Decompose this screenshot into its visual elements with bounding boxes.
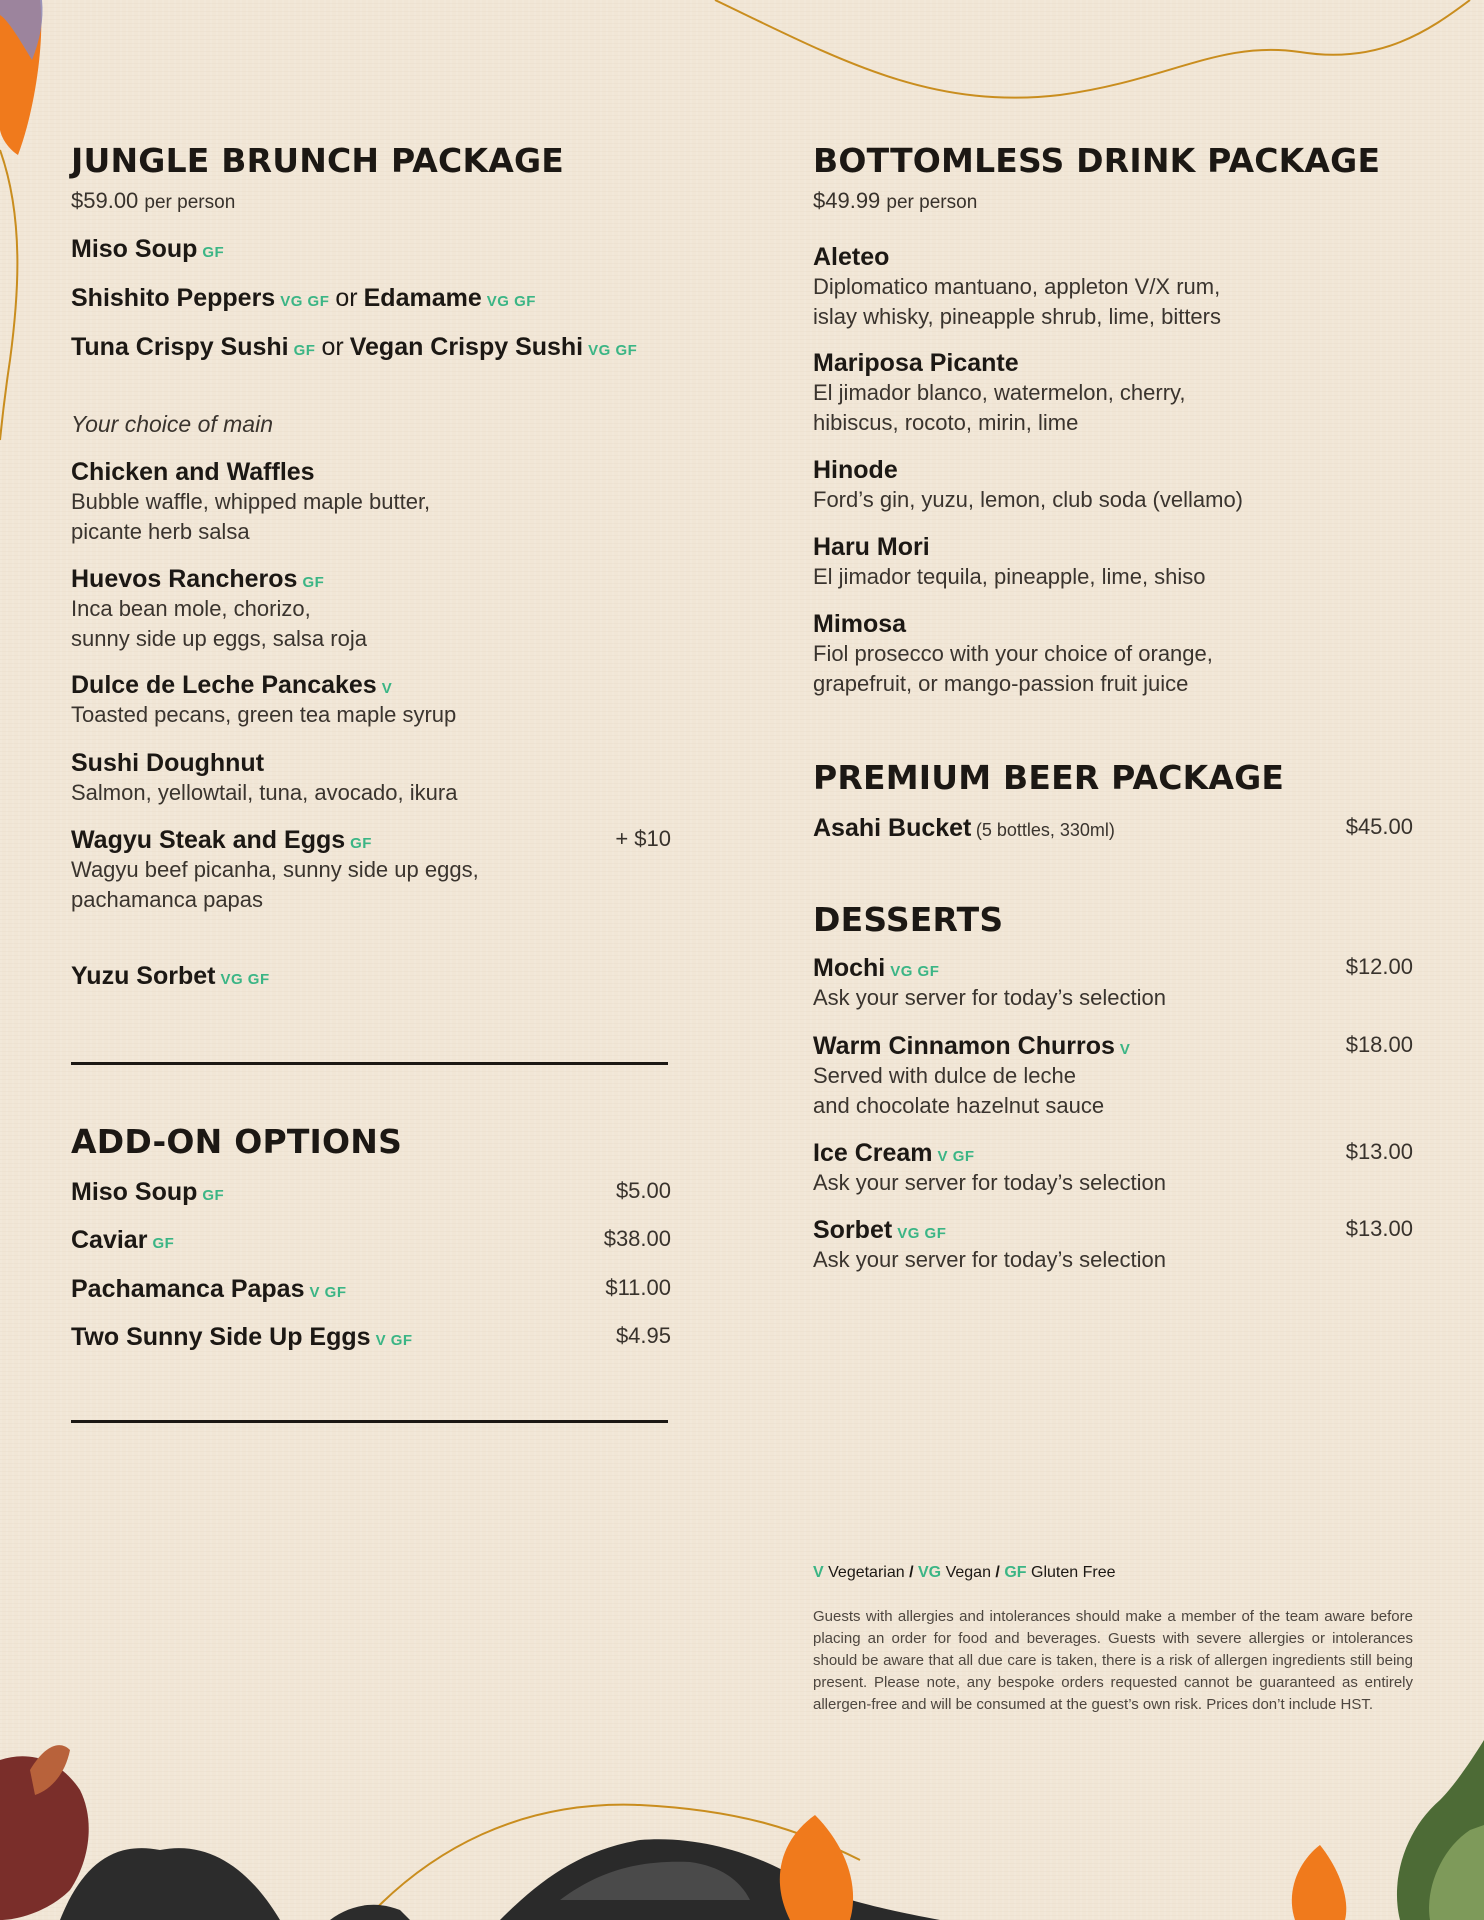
- item-name: Dulce de Leche Pancakes: [71, 671, 377, 699]
- legend-gf: GF: [1004, 1564, 1027, 1581]
- legend-vg: VG: [918, 1564, 942, 1581]
- item-description: Served with dulce de leche: [813, 1063, 1076, 1088]
- item-description: picante herb salsa: [71, 519, 250, 544]
- item-name: Tuna Crispy Sushi: [71, 333, 289, 361]
- gold-line-top: [715, 0, 1470, 98]
- allergy-notice: Guests with allergies and intolerances should make a member of the team aware before placing an order for food and beverages. Guests with severe allergies or intolerances should be aware that all due care is taken, there is a risk of allergen ingredients still being present. Please note, any bespoke orders requested cannot be guaranteed as entirely allergen-free and will be consumed at the guest’s own risk. Prices don’t include HST.: [813, 1608, 1413, 1713]
- legend-vg-label: Vegan: [945, 1564, 991, 1581]
- beer-package-title: [813, 758, 1413, 797]
- item-name: Ice Cream: [813, 1139, 933, 1167]
- dietary-tags: GF: [202, 244, 225, 261]
- item-description: and chocolate hazelnut sauce: [813, 1093, 1105, 1118]
- dietary-tags: V: [1119, 1041, 1131, 1058]
- item-description: Fiol prosecco with your choice of orange,: [813, 641, 1213, 666]
- main-item: [71, 565, 671, 654]
- dietary-tags: VG GF: [220, 971, 270, 988]
- drinks-package-price: [813, 188, 1413, 214]
- dessert-item: [813, 1139, 1413, 1198]
- package-price: $59.00: [71, 188, 139, 213]
- main-item: [71, 749, 671, 808]
- item-name: Huevos Rancheros: [71, 565, 298, 593]
- drinks-package-title: [813, 141, 1413, 180]
- drink-item: [813, 243, 1413, 332]
- addon-item: [71, 1323, 671, 1352]
- desserts-title: [813, 900, 1413, 939]
- main-item: [71, 458, 671, 547]
- addon-item: [71, 1226, 671, 1255]
- item-description: Inca bean mole, chorizo,: [71, 596, 311, 621]
- item-price: $4.95: [615, 1323, 671, 1348]
- item-price: $18.00: [1345, 1032, 1413, 1057]
- legend-separator: /: [995, 1564, 1000, 1581]
- drink-item: [813, 610, 1413, 699]
- item-name: Vegan Crispy Sushi: [349, 333, 584, 361]
- item-description: Bubble waffle, whipped maple butter,: [71, 489, 431, 514]
- dessert-item: [813, 1032, 1413, 1121]
- rock-middle-small: [330, 1905, 410, 1920]
- item-description: sunny side up eggs, salsa roja: [71, 626, 367, 651]
- section-title: BOTTOMLESS DRINK PACKAGE: [813, 141, 1381, 180]
- item-name: Mochi: [813, 954, 886, 982]
- section-title: JUNGLE BRUNCH PACKAGE: [71, 141, 564, 180]
- starter-item: [71, 284, 671, 313]
- dietary-legend: [813, 1564, 1413, 1582]
- brunch-package-title: [71, 141, 671, 180]
- item-description: Ask your server for today’s selection: [813, 1247, 1166, 1272]
- item-name: Yuzu Sorbet: [71, 962, 216, 990]
- addon-item: [71, 1275, 671, 1304]
- per-person-label: per person: [144, 192, 236, 213]
- dietary-tags: GF: [302, 574, 325, 591]
- dietary-tags: V GF: [309, 1284, 347, 1301]
- item-price: $38.00: [603, 1226, 671, 1251]
- legend-v: V: [813, 1564, 824, 1581]
- item-price: $12.00: [1345, 954, 1413, 979]
- starter-item: [71, 235, 671, 264]
- item-name: Chicken and Waffles: [71, 458, 315, 486]
- addons-title: [71, 1122, 671, 1161]
- item-description: grapefruit, or mango-passion fruit juice: [813, 671, 1189, 696]
- item-description: Ford’s gin, yuzu, lemon, club soda (vellamo): [813, 487, 1244, 512]
- dietary-tags: V: [381, 680, 393, 697]
- item-name: Miso Soup: [71, 1178, 198, 1206]
- item-name: Wagyu Steak and Eggs: [71, 826, 346, 854]
- item-name: Two Sunny Side Up Eggs: [71, 1323, 371, 1351]
- item-description: hibiscus, rocoto, mirin, lime: [813, 410, 1079, 435]
- item-name: Caviar: [71, 1226, 148, 1254]
- item-description: Ask your server for today’s selection: [813, 1170, 1166, 1195]
- dietary-tags: VG GF: [897, 1225, 947, 1242]
- dessert-item: [813, 1216, 1413, 1275]
- item-price: $13.00: [1345, 1216, 1413, 1241]
- section-title: ADD-ON OPTIONS: [71, 1122, 403, 1161]
- dietary-tags: GF: [350, 835, 372, 852]
- dietary-tags: VG GF: [280, 293, 330, 310]
- dietary-tags: GF: [293, 342, 316, 359]
- item-description: Diplomatico mantuano, appleton V/X rum,: [813, 274, 1221, 299]
- orange-leaf-bottom-right: [1292, 1845, 1346, 1920]
- addon-item: [71, 1178, 671, 1207]
- section-divider: [71, 1062, 668, 1065]
- item-name: Asahi Bucket: [813, 814, 972, 842]
- item-description: islay whisky, pineapple shrub, lime, bitters: [813, 304, 1221, 329]
- item-description: Ask your server for today’s selection: [813, 985, 1166, 1010]
- starter-item: [71, 333, 671, 362]
- item-description: Wagyu beef picanha, sunny side up eggs,: [71, 857, 479, 882]
- item-price: $11.00: [605, 1275, 671, 1300]
- section-title: PREMIUM BEER PACKAGE: [813, 758, 1285, 797]
- section-divider: [71, 1420, 668, 1423]
- item-name: Mimosa: [813, 610, 907, 638]
- item-name: Sushi Doughnut: [71, 749, 265, 777]
- per-person-label: per person: [886, 192, 978, 213]
- item-name: Edamame: [363, 284, 482, 312]
- item-description: Salmon, yellowtail, tuna, avocado, ikura: [71, 780, 458, 805]
- drink-item: [813, 456, 1413, 515]
- item-name: Mariposa Picante: [813, 349, 1019, 377]
- brunch-dessert: [71, 962, 671, 991]
- dietary-tags: GF: [202, 1187, 225, 1204]
- dietary-tags: GF: [152, 1235, 175, 1252]
- dietary-tags: VG GF: [588, 342, 638, 359]
- item-note: (5 bottles, 330ml): [975, 820, 1115, 840]
- beer-item: [813, 814, 1413, 843]
- drink-item: [813, 349, 1413, 438]
- brunch-package-price: [71, 188, 671, 214]
- or-label: or: [335, 284, 358, 312]
- item-name: Miso Soup: [71, 235, 198, 263]
- dessert-item: [813, 954, 1413, 1013]
- main-item: [71, 826, 671, 915]
- drink-item: [813, 533, 1413, 592]
- section-title: DESSERTS: [813, 900, 1004, 939]
- item-name: Sorbet: [813, 1216, 893, 1244]
- item-name: Hinode: [813, 456, 898, 484]
- legend-separator: /: [909, 1564, 914, 1581]
- item-price: $13.00: [1345, 1139, 1413, 1164]
- dietary-tags: VG GF: [486, 293, 536, 310]
- main-item: [71, 671, 671, 730]
- item-price: $5.00: [615, 1178, 671, 1203]
- package-price: $49.99: [813, 188, 881, 213]
- or-label: or: [321, 333, 344, 361]
- choice-of-main-label: Your choice of main: [71, 411, 274, 437]
- item-description: pachamanca papas: [71, 887, 264, 912]
- gold-line-left: [0, 150, 17, 440]
- legend-v-label: Vegetarian: [828, 1564, 905, 1581]
- item-description: El jimador blanco, watermelon, cherry,: [813, 380, 1186, 405]
- dietary-tags: V GF: [937, 1148, 975, 1165]
- item-name: Haru Mori: [813, 533, 930, 561]
- rock-left: [60, 1848, 280, 1920]
- item-price: $45.00: [1345, 814, 1413, 839]
- item-description: El jimador tequila, pineapple, lime, shiso: [813, 564, 1206, 589]
- item-name: Shishito Peppers: [71, 284, 276, 312]
- item-price: + $10: [615, 826, 671, 851]
- item-name: Aleteo: [813, 243, 890, 271]
- item-name: Warm Cinnamon Churros: [813, 1032, 1115, 1060]
- legend-gf-label: Gluten Free: [1031, 1564, 1116, 1581]
- item-name: Pachamanca Papas: [71, 1275, 305, 1303]
- item-description: Toasted pecans, green tea maple syrup: [71, 702, 457, 727]
- dietary-tags: VG GF: [890, 963, 940, 980]
- dietary-tags: V GF: [375, 1332, 413, 1349]
